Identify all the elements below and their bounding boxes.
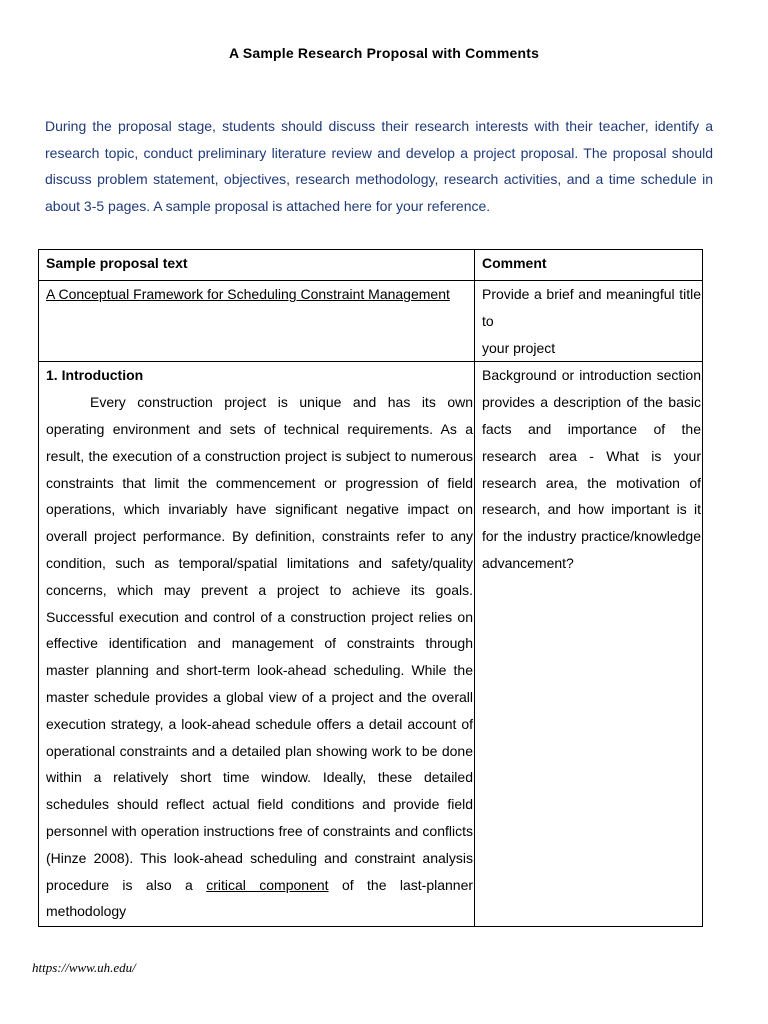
title-comment-line1: Provide a brief and meaningful title to bbox=[482, 286, 701, 329]
header-comment: Comment bbox=[475, 250, 703, 281]
title-comment-cell bbox=[475, 281, 703, 362]
critical-component-link: critical component bbox=[206, 876, 329, 893]
introduction-comment-cell bbox=[475, 362, 703, 927]
footer-url: https://www.uh.edu/ bbox=[32, 960, 136, 975]
table-row-title bbox=[39, 281, 703, 362]
section-heading: 1. Introduction bbox=[46, 367, 144, 384]
introduction-text-part1: Every construction project is unique and has its own operating environment and sets of technical requirements. As a result, the execution of a construction project is subject to numerous constraints that limit the commencement or progression of field operations, which invariably have significant negative impact on overall project performance. By definition, constraints refer to any condition, such as temporal/spatial limitations and safety/quality concerns, which may prevent a project to achieve its goals. Successful execution and control of a construction project relies on effective identification and management of constraints through master planning and short-term look-ahead scheduling. While the master schedule provides a global view of a project and the overall execution strategy, a look-ahead schedule offers a detail account of operational constraints and a detailed plan showing work to be done within a relatively short time window. Ideally, these detailed schedules should reflect actual field conditions and provide field personnel with operation instructions free of constraints and conflicts (Hinze 2008). This look-ahead scheduling and constraint analysis procedure is also a bbox=[46, 394, 473, 893]
table-row-introduction bbox=[39, 362, 703, 927]
introduction-content bbox=[46, 362, 473, 926]
proposal-title-text: A Conceptual Framework for Scheduling Constraint Management bbox=[46, 286, 450, 302]
title-cell bbox=[39, 281, 475, 362]
header-sample-text: Sample proposal text bbox=[39, 250, 475, 281]
introduction-body bbox=[46, 389, 473, 925]
document-title: A Sample Research Proposal with Comments bbox=[228, 45, 540, 61]
table-header-row bbox=[39, 250, 703, 281]
introduction-text-part2: of the last-planner methodology bbox=[46, 876, 473, 920]
intro-paragraph: During the proposal stage, students should discuss their research interests with their teacher, identify a research topic, conduct preliminary literature review and develop a project proposal. The proposal should discuss problem statement, objectives, research methodology, research activities, and a time schedule in about 3-5 pages. A sample proposal is attached here for your reference. bbox=[45, 118, 713, 214]
introduction-comment: Background or introduction section provides a description of the basic facts and importance of the research area - What is your research area, the motivation of research, and how important is it for the industry practice/knowledge advancement? bbox=[482, 367, 701, 571]
introduction-cell bbox=[39, 362, 475, 927]
proposal-table bbox=[38, 249, 703, 927]
title-comment-line2: your project bbox=[482, 339, 556, 356]
